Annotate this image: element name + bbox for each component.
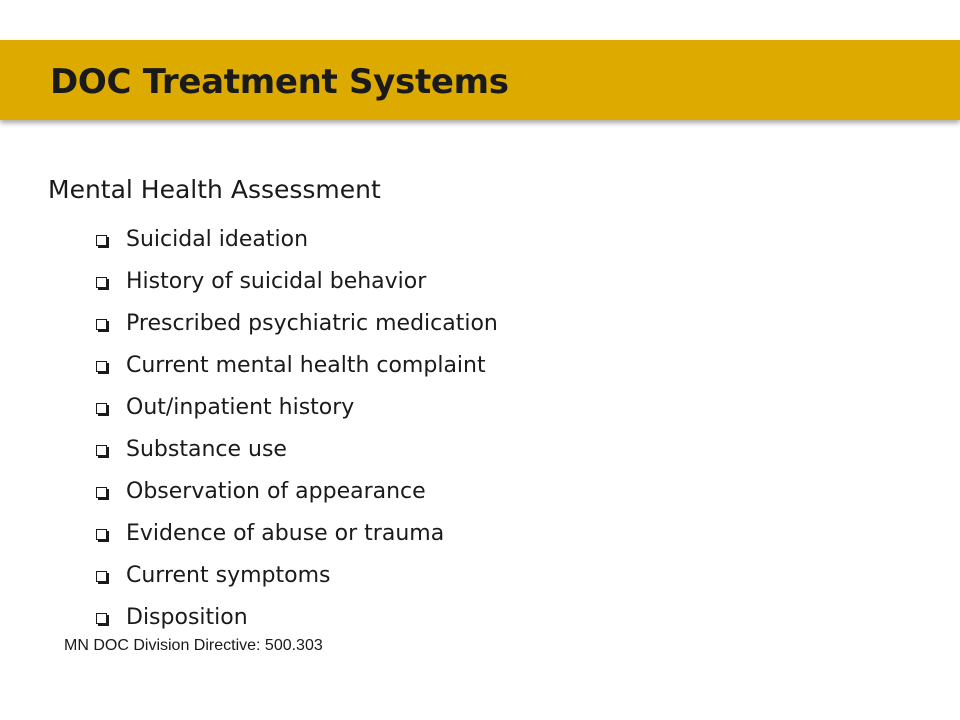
checkbox-icon xyxy=(96,277,107,288)
bullet-list xyxy=(96,219,498,639)
checkbox-icon xyxy=(96,445,107,456)
list-item-text: Out/inpatient history xyxy=(126,395,355,420)
checkbox-icon xyxy=(96,487,107,498)
slide-title: DOC Treatment Systems xyxy=(50,62,509,102)
list-item xyxy=(96,513,498,555)
list-item-text: History of suicidal behavior xyxy=(126,269,427,294)
list-item-text: Suicidal ideation xyxy=(126,227,309,252)
list-item xyxy=(96,471,498,513)
list-item xyxy=(96,219,498,261)
footnote: MN DOC Division Directive: 500.303 xyxy=(64,637,323,654)
checkbox-icon xyxy=(96,613,107,624)
checkbox-icon xyxy=(96,235,107,246)
checkbox-icon xyxy=(96,403,107,414)
list-item-text: Current symptoms xyxy=(126,563,331,588)
list-item xyxy=(96,387,498,429)
checkbox-icon xyxy=(96,319,107,330)
list-item xyxy=(96,555,498,597)
list-item-text: Substance use xyxy=(126,437,287,462)
list-item xyxy=(96,261,498,303)
list-item-text: Evidence of abuse or trauma xyxy=(126,521,445,546)
list-item-text: Disposition xyxy=(126,605,248,630)
list-item xyxy=(96,597,498,639)
list-item-text: Observation of appearance xyxy=(126,479,426,504)
section-heading: Mental Health Assessment xyxy=(48,175,381,204)
list-item xyxy=(96,303,498,345)
list-item xyxy=(96,345,498,387)
checkbox-icon xyxy=(96,571,107,582)
list-item-text: Current mental health complaint xyxy=(126,353,486,378)
list-item-text: Prescribed psychiatric medication xyxy=(126,311,498,336)
checkbox-icon xyxy=(96,361,107,372)
checkbox-icon xyxy=(96,529,107,540)
list-item xyxy=(96,429,498,471)
